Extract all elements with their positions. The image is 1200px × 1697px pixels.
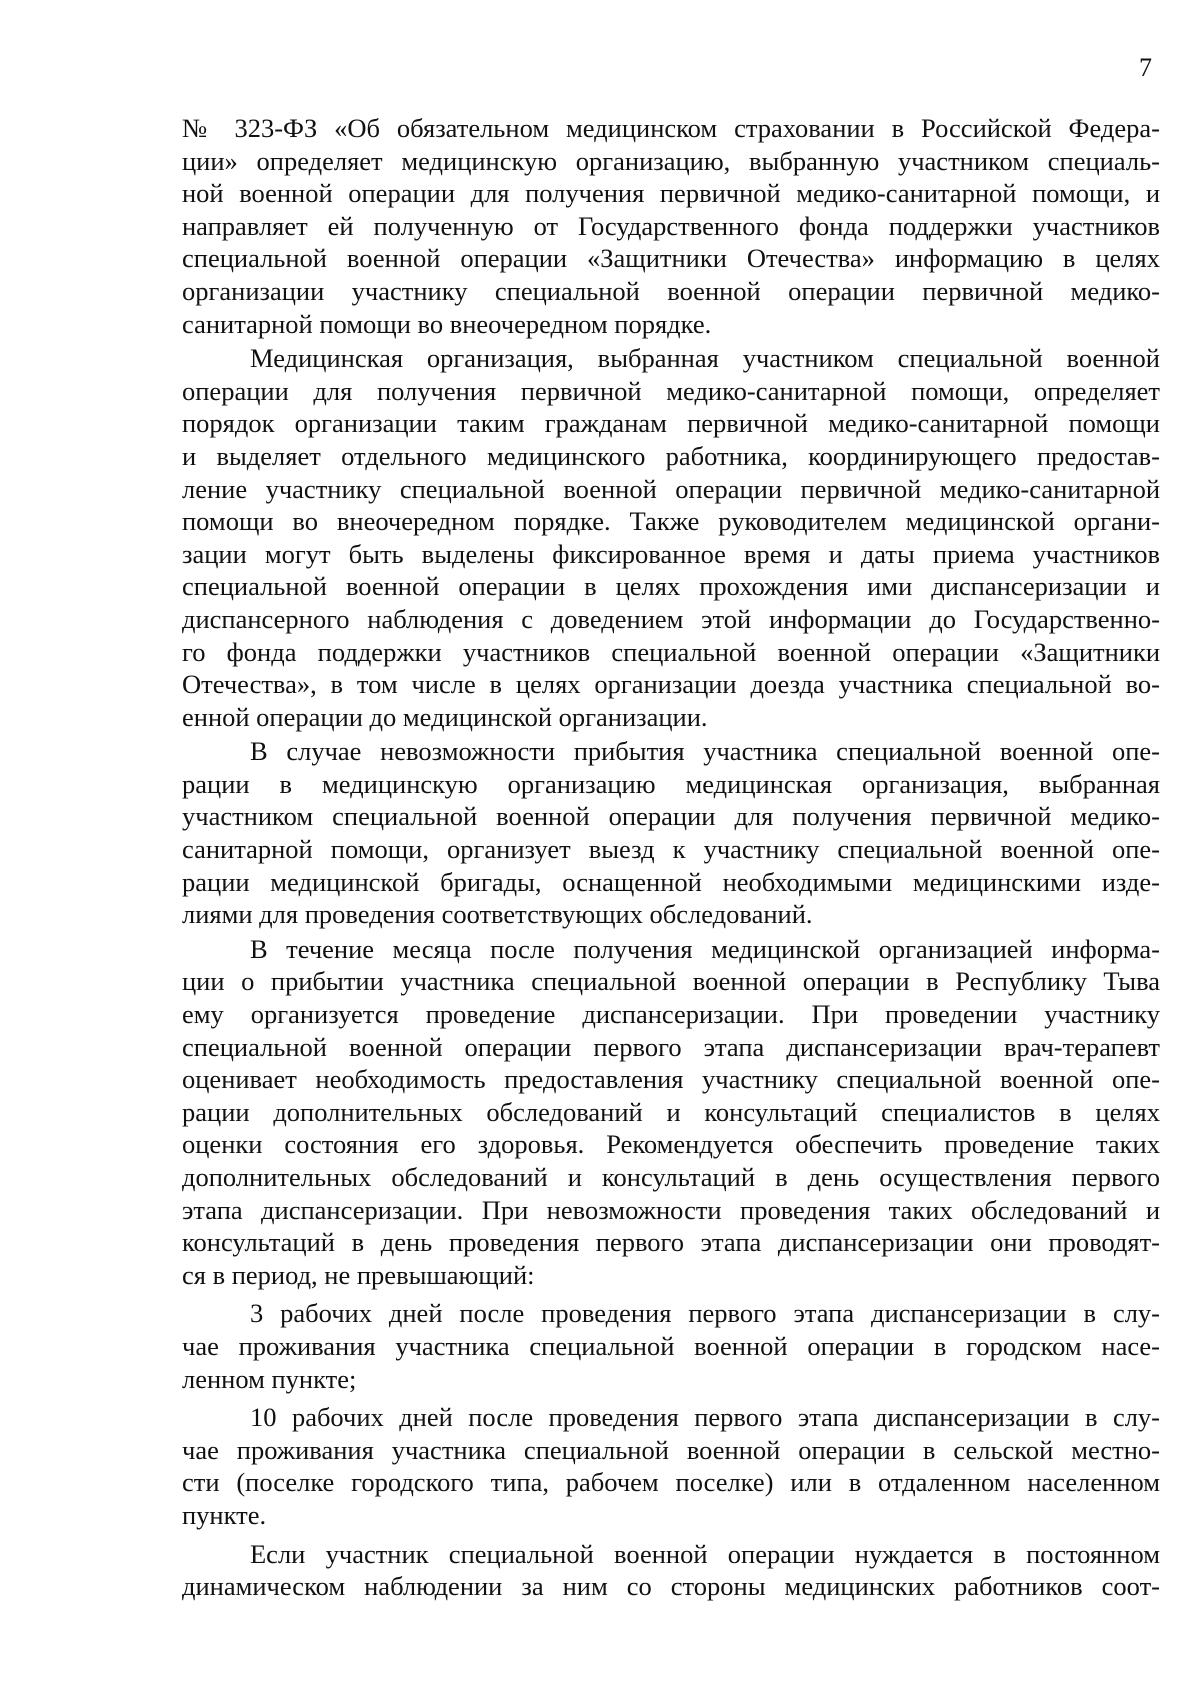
- text-line: операции для получения первичной медико-санитарной помощи, определяет: [182, 375, 1160, 406]
- text-line: ции о прибытии участника специальной военной операции в Республику Тыва: [182, 966, 1160, 997]
- text-line: рации дополнительных обследований и консультаций специалистов в целях: [182, 1096, 1160, 1127]
- text-line: го фонда поддержки участников специальной военной операции «Защитники: [182, 636, 1160, 667]
- text-line: енной операции до медицинской организации.: [182, 701, 708, 732]
- text-line: ленном пункте;: [182, 1363, 357, 1394]
- text-line: специальной военной операции «Защитники Отечества» информацию в целях: [182, 243, 1160, 274]
- text-line: 10 рабочих дней после проведения первого этапа диспансеризации в слу-: [250, 1402, 1160, 1433]
- text-line: оценки состояния его здоровья. Рекомендуется обеспечить проведение таких: [182, 1129, 1160, 1160]
- text-line: порядок организации таким гражданам первичной медико-санитарной помощи: [182, 408, 1160, 439]
- text-line: пункте.: [182, 1499, 267, 1530]
- text-line: ся в период, не превышающий:: [182, 1259, 535, 1290]
- paragraph-5: [182, 1297, 1160, 1395]
- text-line: сти (поселке городского типа, рабочем поселке) или в отдаленном населенном: [182, 1467, 1160, 1498]
- text-line: ему организуется проведение диспансеризации. При проведении участнику: [182, 999, 1160, 1030]
- text-line: дополнительных обследований и консультаций в день осуществления первого: [182, 1162, 1160, 1192]
- paragraph-2: [182, 342, 1160, 733]
- text-line: ной военной операции для получения первичной медико-санитарной помощи, и: [182, 178, 1160, 209]
- text-line: организации участнику специальной военной операции первичной медико-: [182, 275, 1160, 306]
- text-line: динамическом наблюдении за ним со стороны медицинских работников соот-: [182, 1571, 1160, 1602]
- text-line: специальной военной операции в целях прохождения ими диспансеризации и: [182, 571, 1160, 602]
- text-line: Отечества», в том числе в целях организации доезда участника специальной во-: [182, 669, 1160, 700]
- text-line: оценивает необходимость предоставления участнику специальной военной опе-: [182, 1064, 1160, 1095]
- text-line: рации медицинской бригады, оснащенной необходимыми медицинскими изде-: [182, 866, 1160, 897]
- text-line: направляет ей полученную от Государственного фонда поддержки участников: [182, 210, 1160, 241]
- paragraph-3: [182, 735, 1160, 931]
- paragraph-6: [182, 1401, 1160, 1531]
- text-line: этапа диспансеризации. При невозможности проведения таких обследований и: [182, 1194, 1160, 1225]
- text-line: лиями для проведения соответствующих обследований.: [182, 899, 813, 930]
- text-line: чае проживания участника специальной военной операции в сельской местно-: [182, 1434, 1160, 1465]
- text-line: ление участнику специальной военной операции первичной медико-санитарной: [182, 473, 1160, 504]
- text-line: и выделяет отдельного медицинского работника, координирующего предостав-: [182, 440, 1160, 471]
- text-line: зации могут быть выделены фиксированное время и даты приема участников: [182, 538, 1160, 569]
- text-line: санитарной помощи, организует выезд к участнику специальной военной опе-: [182, 834, 1160, 865]
- paragraph-4: [182, 933, 1160, 1292]
- text-line: санитарной помощи во внеочередном порядке.: [182, 308, 712, 339]
- text-line: диспансерного наблюдения с доведением этой информации до Государственно-: [182, 603, 1160, 634]
- text-line: помощи во внеочередном порядке. Также руководителем медицинской органи-: [182, 506, 1160, 537]
- text-line: участником специальной военной операции для получения первичной медико-: [182, 801, 1160, 832]
- paragraph-1: [182, 112, 1160, 340]
- text-line: № 323-ФЗ «Об обязательном медицинском страховании в Российской Федера-: [182, 113, 1160, 143]
- paragraph-7: [182, 1538, 1160, 1603]
- page-number: 7: [1139, 53, 1152, 82]
- text-line: В течение месяца после получения медицинской организацией информа-: [250, 933, 1160, 964]
- text-line: 3 рабочих дней после проведения первого этапа диспансеризации в слу-: [250, 1298, 1160, 1329]
- text-line: Если участник специальной военной операции нуждается в постоянном: [250, 1538, 1160, 1569]
- text-line: чае проживания участника специальной военной операции в городском насе-: [182, 1330, 1160, 1361]
- text-line: Медицинская организация, выбранная участником специальной военной: [250, 343, 1160, 374]
- document-body: [182, 112, 1160, 1603]
- text-line: В случае невозможности прибытия участника специальной военной опе-: [250, 736, 1160, 767]
- text-line: специальной военной операции первого этапа диспансеризации врач-терапевт: [182, 1031, 1160, 1062]
- text-line: ции» определяет медицинскую организацию, выбранную участником специаль-: [182, 145, 1160, 176]
- text-line: консультаций в день проведения первого этапа диспансеризации они проводят-: [182, 1227, 1160, 1258]
- text-line: рации в медицинскую организацию медицинская организация, выбранная: [182, 768, 1160, 799]
